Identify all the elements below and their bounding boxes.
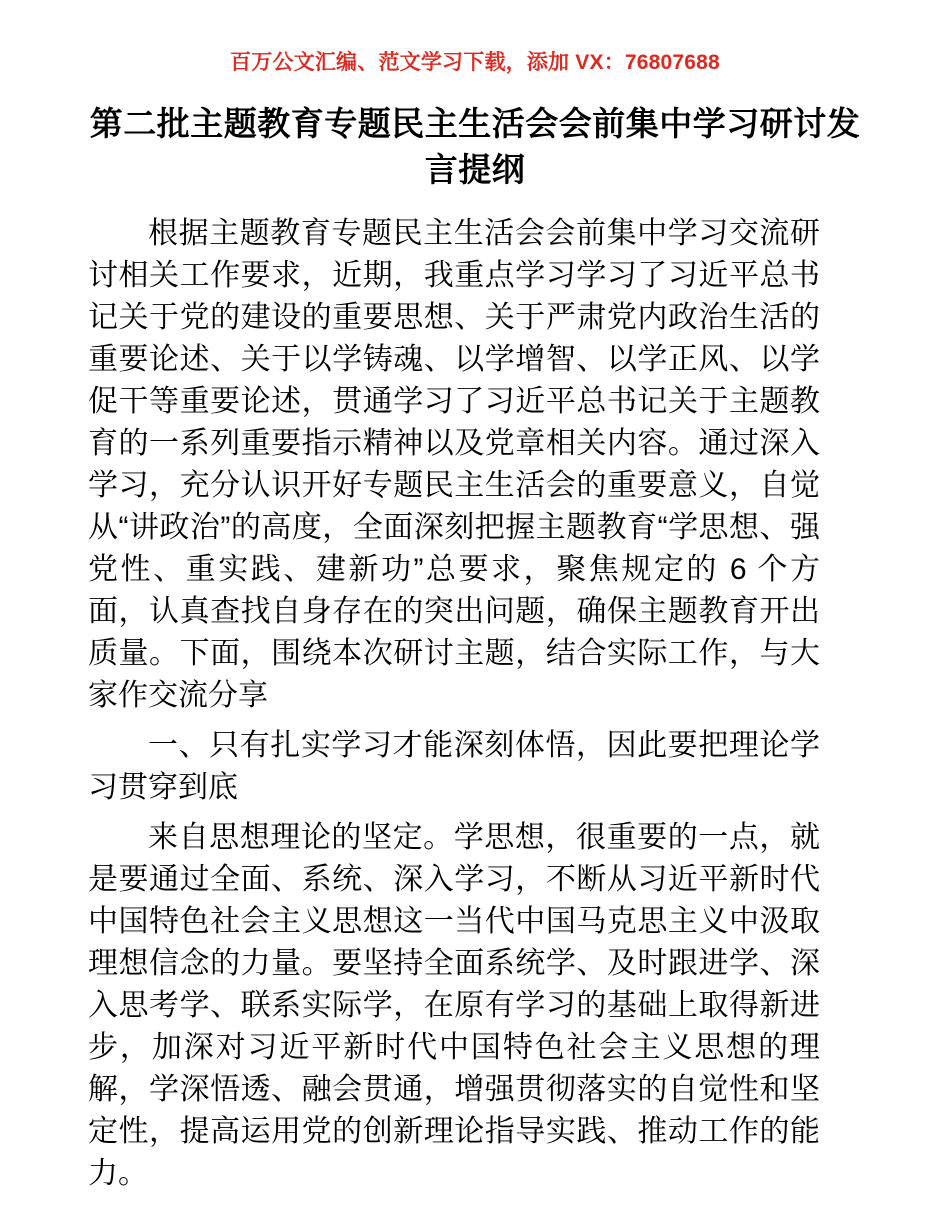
promo-header-banner: [0, 0, 950, 73]
paragraph-section-one-body: 来自思想理论的坚定。学思想，很重要的一点，就是要通过全面、系统、深入学习，不断从习近平新时代中国特色社会主义思想这一当代中国马克思主义中汲取理想信念的力量。要坚持全面系统学、及时跟进学、深入思考学、联系实际学，在原有学习的基础上取得新进步，加深对习近平新时代中国特色社会主义思想的理解，学深悟透、融会贯通，增强贯彻落实的自觉性和坚定性，提高运用党的创新理论指导实践、推动工作的能力。: [88, 821, 820, 1190]
document-body: [0, 213, 950, 1195]
paragraph-intro: 根据主题教育专题民主生活会会前集中学习交流研讨相关工作要求，近期，我重点学习学习了习近平总书记关于党的建设的重要思想、关于严肃党内政治生活的重要论述、关于以学铸魂、以学增智、以学正风、以学促干等重要论述，贯通学习了习近平总书记关于主题教育的一系列重要指示精神以及党章相关内容。通过深入学习，充分认识开好专题民主生活会的重要意义，自觉从“讲政治”的高度，全面深刻把握主题教育“学思想、强党性、重实践、建新功”总要求，聚焦规定的 6 个方面，认真查找自身存在的突出问题，确保主题教育开出质量。下面，围绕本次研讨主题，结合实际工作，与大家作交流分享: [88, 217, 820, 712]
page-title: 第二批主题教育专题民主生活会会前集中学习研讨发言提纲: [89, 105, 861, 188]
promo-header-text: 百万公文汇编、范文学习下载，添加 VX：76807688: [230, 51, 720, 74]
section-heading-one: 一、只有扎实学习才能深刻体悟，因此要把理论学习贯穿到底: [88, 729, 820, 804]
